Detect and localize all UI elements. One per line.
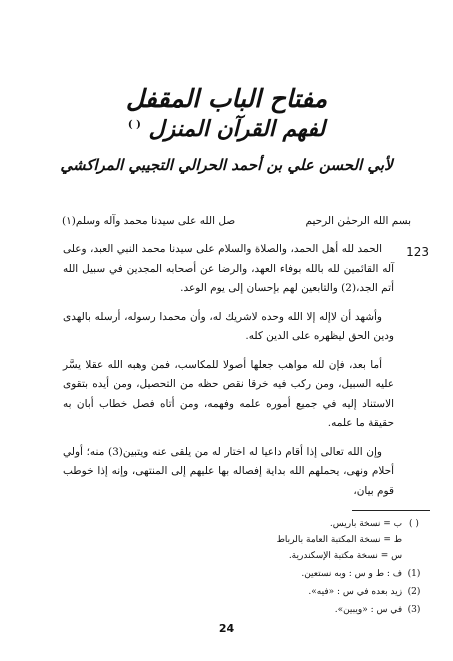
paragraph: وإن الله تعالى إذا أقام داعيا له اختار له من يلقى عنه ويتبين(3) منه؛ أولي أحلام ونهى، يحملهم الله بداية إفصاله بها عليهم إلى المنتهى، وإنه إذا خوطب قوم بيان،	[63, 445, 394, 497]
footnote	[289, 548, 423, 564]
footnote-text: زيد بعده في س : «فيه».	[308, 587, 403, 597]
book-title-line2	[0, 116, 453, 142]
page-number: 24	[218, 622, 235, 635]
footnote-number: (2)	[407, 587, 421, 597]
footnote-text: س = نسخة مكتبة الإسكندرية.	[288, 551, 403, 561]
footnote-text: ط = نسخة المكتبة العامة بالرباط	[276, 535, 403, 545]
footnote-number: (1)	[407, 569, 421, 579]
book-title-line1: مفتاح الباب المقفل	[125, 84, 328, 113]
author-line: لأبي الحسن علي بن أحمد الحرالي التجيبي المراكشي	[60, 156, 393, 174]
paragraph: وأشهد أن لاإله إلا الله وحده لاشريك له، وأن محمدا رسوله، أرسله بالهدى ودين الحق ليظهره على الدين كله.	[63, 310, 394, 342]
footnote	[277, 532, 423, 548]
basmala: بسم الله الرحمٰن الرحيم	[305, 215, 411, 227]
footnote	[308, 584, 423, 600]
footnote-text: ب = نسخة باريس.	[329, 519, 403, 529]
title-footnote-marker: ( )	[127, 119, 141, 131]
book-title-line2-text: لفهم القرآن المنزل	[148, 116, 326, 142]
footnote-number: ( )	[409, 519, 419, 529]
footnote-number: (3)	[407, 605, 421, 615]
salutation: صل الله على سيدنا محمد وآله وسلم(١)	[62, 215, 236, 227]
paragraph: أما بعد، فإن لله مواهب جعلها أصولا للمكاسب، فمن وهبه الله عقلا يسَّر عليه السبيل، ومن ركب فيه خرقا نقص حظه من التحصيل، ومن أيده بتقوى الاستناد إليه في جميع أموره علمه وفهمه، ومن أتاه فصل خطاب أبان به حقيقة ما علمه.	[63, 358, 394, 429]
footnote-text: ف : ط و س : وبه نستعين.	[301, 569, 403, 579]
footnote	[335, 602, 423, 618]
margin-page-number: 123	[406, 245, 429, 259]
footnote-divider	[352, 510, 430, 511]
footnote	[330, 516, 423, 532]
body-text	[63, 240, 394, 510]
paragraph: الحمد لله أهل الحمد، والصلاة والسلام على سيدنا محمد النبي العبد، وعلى آله القائمين لله بالله بوفاء العهد، والرضا عن أصحابه المجدين في سبيل الله أتم الجد،(2) والتابعين لهم بإحسان إلى يوم الوعد.	[63, 243, 394, 294]
footnote-text: في س : «ويبين».	[334, 605, 403, 615]
footnote	[301, 566, 423, 582]
